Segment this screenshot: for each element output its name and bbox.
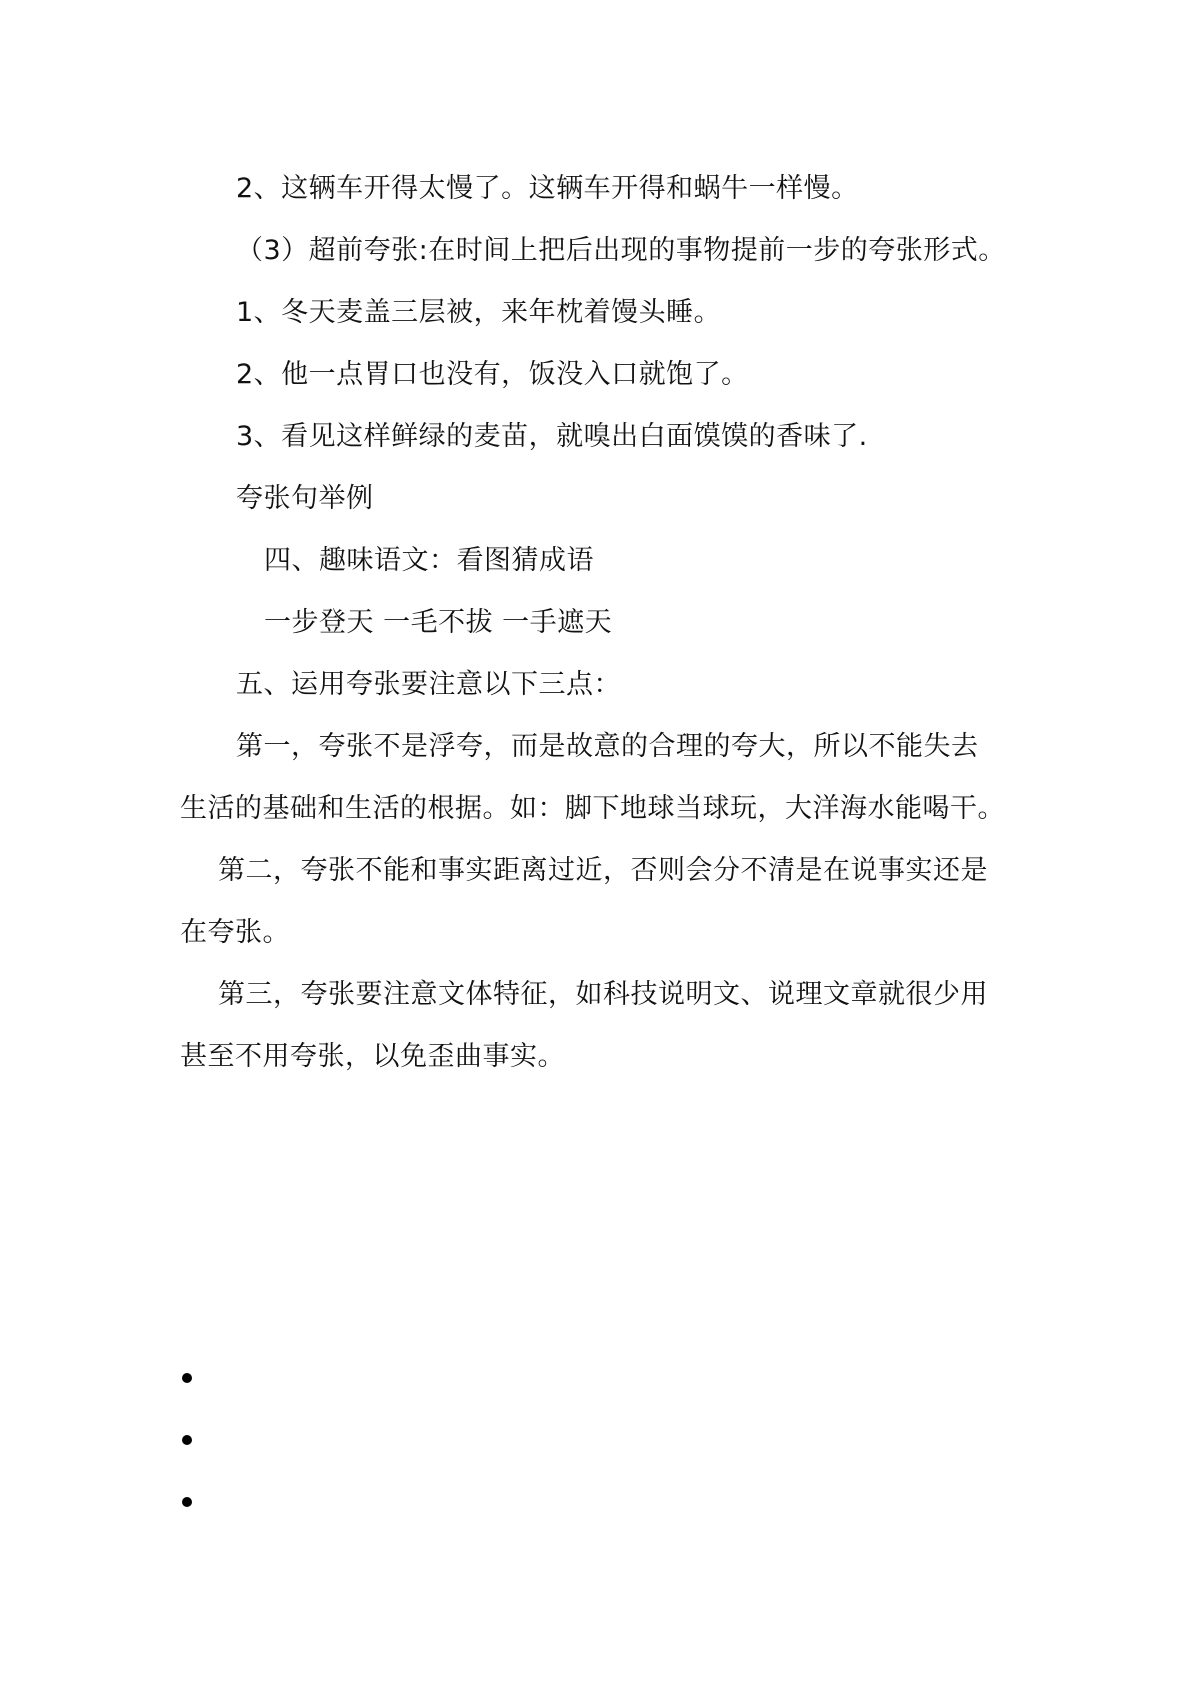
point-one-line-1: 第一，夸张不是浮夸，而是故意的合理的夸大，所以不能失去 (236, 731, 979, 762)
point-three-line-2: 甚至不用夸张，以免歪曲事实。 (180, 1041, 565, 1072)
empty-bullet-2 (182, 1435, 192, 1445)
section-heading-three-points: 五、运用夸张要注意以下三点： (236, 669, 621, 700)
point-one-line-2: 生活的基础和生活的根据。如：脚下地球当球玩，大洋海水能喝干。 (180, 793, 1005, 824)
example-line-car-slow: 2、这辆车开得太慢了。这辆车开得和蜗牛一样慢。 (236, 173, 859, 204)
empty-bullet-3 (182, 1497, 192, 1507)
empty-bullet-1 (182, 1373, 192, 1383)
subheading-examples: 夸张句举例 (236, 483, 374, 514)
section-heading-advance-exaggeration: （3）超前夸张:在时间上把后出现的事物提前一步的夸张形式。 (236, 235, 1006, 266)
example-line-green-wheat: 3、看见这样鲜绿的麦苗，就嗅出白面馍馍的香味了. (236, 421, 868, 452)
point-two-line-1: 第二，夸张不能和事实距离过近，否则会分不清是在说事实还是 (218, 855, 988, 886)
point-two-line-2: 在夸张。 (180, 917, 290, 948)
point-three-line-1: 第三，夸张要注意文体特征，如科技说明文、说理文章就很少用 (218, 979, 988, 1010)
example-line-winter-wheat: 1、冬天麦盖三层被，来年枕着馒头睡。 (236, 297, 722, 328)
idioms-line: 一步登天 一毛不拔 一手遮天 (264, 607, 613, 638)
section-heading-fun-chinese: 四、趣味语文：看图猜成语 (264, 545, 594, 576)
example-line-no-appetite: 2、他一点胃口也没有，饭没入口就饱了。 (236, 359, 749, 390)
